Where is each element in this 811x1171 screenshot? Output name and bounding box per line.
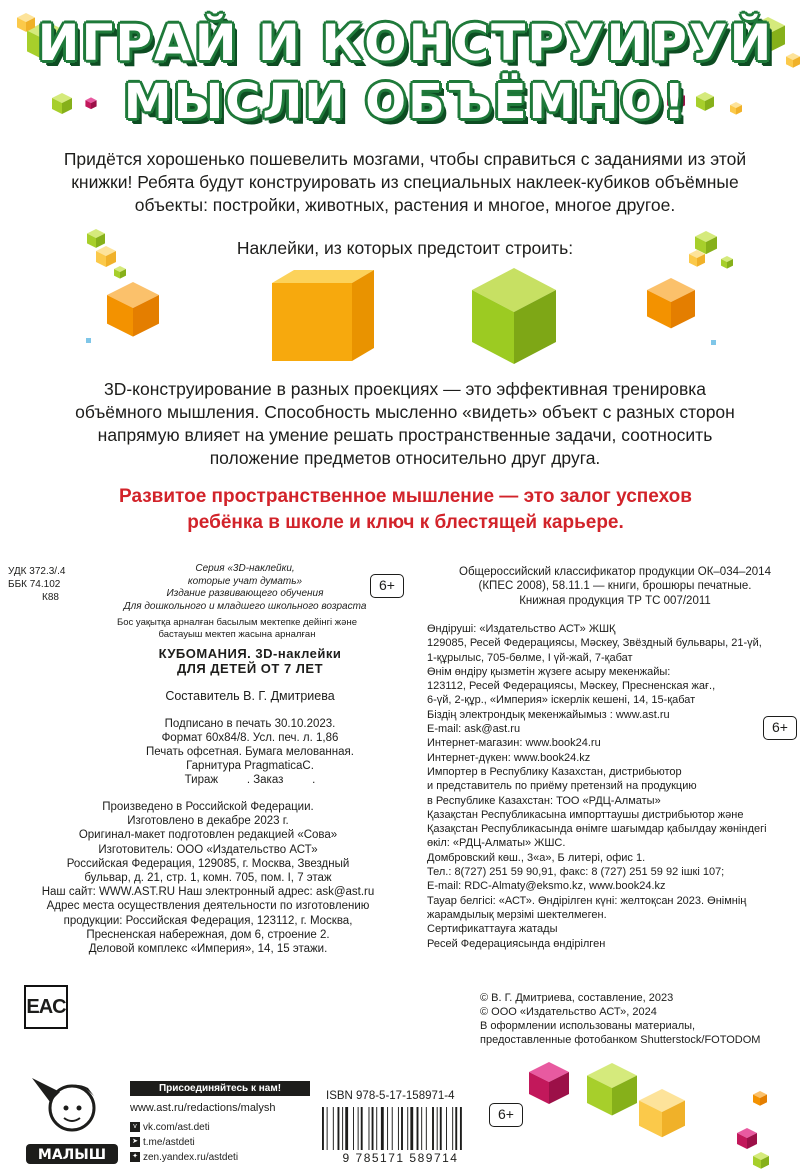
print-line: Формат 60х84/8. Усл. печ. л. 1,86	[161, 732, 339, 744]
kz-line: Ресей Федерациясында өндірілген	[427, 937, 606, 950]
kz-line: в Республике Казахстан: ТОО «РДЦ-Алматы»	[427, 794, 661, 807]
production-line: Деловой комплекс «Империя», 14, 15 этажи.	[88, 943, 328, 956]
kz-line: Импортер в Республику Казахстан, дистрибьютор	[427, 765, 682, 778]
kz-line: Интернет-дүкен: www.book24.kz	[427, 751, 591, 764]
kz-line: и представитель по приёму претензий на продукцию	[427, 780, 697, 793]
kz-line: Интернет-магазин: www.book24.ru	[427, 737, 601, 750]
social-link-telegram[interactable]	[130, 1136, 195, 1149]
cover-title-line1: ИГРАЙ И КОНСТРУИРУЙ	[37, 14, 774, 72]
intro-paragraph-3: 3D-конструирование в разных проекциях — это эффективная тренировка объёмного мышления. Способность мысленно «видеть» объект с разных сторон напрямую влияет на умение решать пространственные задачи, соотносить положение предметов относительно друг друга.	[75, 379, 735, 468]
zen-icon: ✦	[130, 1152, 140, 1162]
production-line: бульвар, д. 21, стр. 1, комн. 705, пом. I, 7 этаж	[84, 872, 332, 885]
kz-line: Тауар белгісі: «АСТ». Өндірілген күні: желтоқсан 2023. Өнімнің	[427, 894, 747, 907]
slogan-line1: Развитое пространственное мышление — это залог успехов	[119, 486, 692, 507]
kz-line: 1-құрылыс, 705-бөлме, I үй-жай, 7-қабат	[427, 651, 633, 664]
copyright-line: © В. Г. Дмитриева, составление, 2023	[480, 992, 674, 1004]
copyright-line: В оформлении использованы материалы,	[480, 1020, 696, 1032]
series-line: Серия «3D-наклейки,	[195, 563, 295, 574]
kz-line: Сертификаттауға жатады	[427, 923, 558, 936]
kz-line: E-mail: ask@ast.ru	[427, 723, 521, 736]
kz-line: Тел.: 8(727) 251 59 90,91, факс: 8 (727) 251 59 92 ішкі 107;	[427, 866, 725, 879]
social-link-zen[interactable]	[130, 1151, 238, 1164]
book-age-line: ДЛЯ ДЕТЕЙ ОТ 7 ЛЕТ	[176, 661, 324, 676]
slogan-line2: ребёнка в школе и ключ к блестящей карьере.	[187, 512, 624, 533]
print-line: Гарнитура PragmaticaC.	[186, 760, 314, 772]
series-line: Для дошкольного и младшего школьного возраста	[123, 600, 367, 612]
production-info	[8, 800, 408, 956]
product-classifier	[425, 565, 805, 608]
production-line: Пресненская набережная, дом 6, строение 2.	[86, 928, 330, 941]
isbn: ISBN 978-5-17-158971-4	[326, 1090, 455, 1102]
intro-paragraph-2: Наклейки, из которых предстоит строить:	[236, 238, 574, 258]
publisher-logo-text: МАЛЫШ	[37, 1147, 107, 1163]
join-us-banner: Присоединяйтесь к нам!	[130, 1081, 310, 1096]
kz-line: Біздің электрондық мекенжайымыз : www.ast.ru	[427, 708, 670, 721]
series-info	[123, 563, 367, 613]
telegram-icon: ➤	[130, 1137, 140, 1147]
publisher-site-link[interactable]: www.ast.ru/redactions/malysh	[130, 1102, 276, 1114]
book-title-line: КУБОМАНИЯ. 3D-наклейки	[158, 646, 342, 661]
kazakhstan-info	[427, 622, 807, 951]
age-rating-badge: 6+	[370, 574, 404, 598]
series-info-kz	[108, 617, 366, 640]
kz-line: Қазақстан Республикасына импорттаушы дистрибьютор және	[427, 808, 744, 821]
series-kz-line: бастауыш мектеп жасына арналған	[158, 628, 316, 640]
book-title	[100, 646, 400, 676]
print-line: Тираж . Заказ .	[184, 774, 316, 786]
kz-line: 6-үй, 2-құр., «Империя» іскерлік кешені, 14, 15-қабат	[427, 694, 696, 707]
production-line: Произведено в Российской Федерации.	[102, 801, 314, 813]
kz-line: 123112, Ресей Федерациясы, Мәскеу, Пресненская жағ.,	[427, 680, 716, 693]
social-link-vk[interactable]	[130, 1121, 210, 1134]
production-line: Оригинал-макет подготовлен редакцией «Сова»	[78, 829, 338, 842]
copyright-line: предоставленные фотобанком Shutterstock/FOTODOM	[480, 1034, 761, 1046]
classification-codes	[8, 565, 65, 604]
kz-line: E-mail: RDC-Almaty@eksmo.kz, www.book24.kz	[427, 880, 666, 893]
social-label: zen.yandex.ru/astdeti	[143, 1152, 239, 1163]
production-line: Изготовлено в декабре 2023 г.	[127, 815, 289, 828]
compiler: Составитель В. Г. Дмитриева	[165, 689, 335, 703]
okp-line: (КПЕС 2008), 58.11.1 — книги, брошюры печатные.	[478, 580, 752, 593]
series-kz-line: Бос уақытқа арналған басылым мектепке дейінгі және	[117, 617, 357, 628]
production-line: продукции: Российская Федерация, 123112, г. Москва,	[63, 914, 353, 927]
intro-paragraph-1: Придётся хорошенько пошевелить мозгами, чтобы справиться с заданиями из этой книжки! Ребята будут конструировать из специальных наклеек-кубиков объёмные объекты: постройки, животных, растения и многое, многое другое.	[63, 149, 747, 215]
production-line: Наш сайт: WWW.AST.RU Наш электронный адрес: ask@ast.ru	[41, 886, 375, 899]
production-line: Адрес места осуществления деятельности по изготовлению	[46, 900, 370, 913]
author-code: К88	[42, 592, 59, 603]
eac-mark-icon: EAC	[24, 985, 68, 1029]
age-rating-badge: 6+	[489, 1103, 523, 1127]
social-label: vk.com/ast.deti	[143, 1122, 210, 1133]
kz-line: Домбровский көш., 3«а», Б литері, офис 1.	[427, 851, 646, 864]
age-rating-badge: 6+	[763, 716, 797, 740]
slogan	[40, 484, 771, 536]
production-line: Российская Федерация, 129085, г. Москва, Звездный	[66, 857, 350, 870]
kz-line: Қазақстан Республикасында өнімге шағымдар қабылдау жөніндегі	[427, 823, 767, 836]
kz-line: жарамдылық мерзімі шектелмеген.	[427, 908, 607, 921]
print-line: Печать офсетная. Бумага мелованная.	[146, 746, 354, 758]
copyright-line: © ООО «Издательство АСТ», 2024	[480, 1006, 657, 1018]
print-details	[100, 717, 400, 787]
kz-line: 129085, Ресей Федерациясы, Мәскеу, Звёздный бульвары, 21-үй,	[427, 637, 762, 650]
bbk-code: ББК 74.102	[8, 579, 61, 590]
okp-line: Книжная продукция ТР ТС 007/2011	[519, 594, 711, 607]
series-line: Издание развивающего обучения	[166, 588, 324, 599]
cover-title-line2: МЫСЛИ ОБЪЁМНО!	[123, 74, 688, 130]
vk-icon: v	[130, 1122, 140, 1132]
print-line: Подписано в печать 30.10.2023.	[164, 718, 336, 730]
production-line: Изготовитель: ООО «Издательство АСТ»	[98, 843, 318, 856]
kz-line: өкіл: «РДЦ-Алматы» ЖШС.	[427, 837, 566, 850]
malysh-logo-icon	[22, 1068, 122, 1168]
udk-code: УДК 372.3/.4	[8, 566, 66, 577]
series-line: которые учат думать»	[187, 575, 303, 587]
okp-line: Общероссийский классификатор продукции ОК–034–2014	[459, 566, 771, 578]
social-label: t.me/astdeti	[143, 1137, 195, 1148]
barcode-digits: 9 785171 589714	[318, 1150, 483, 1166]
kz-line: Өндіруші: «Издательство АСТ» ЖШҚ	[427, 623, 616, 635]
kz-line: Өнім өндіру қызметін жүзеге асыру мекенжайы:	[427, 665, 671, 678]
copyright	[480, 991, 805, 1047]
